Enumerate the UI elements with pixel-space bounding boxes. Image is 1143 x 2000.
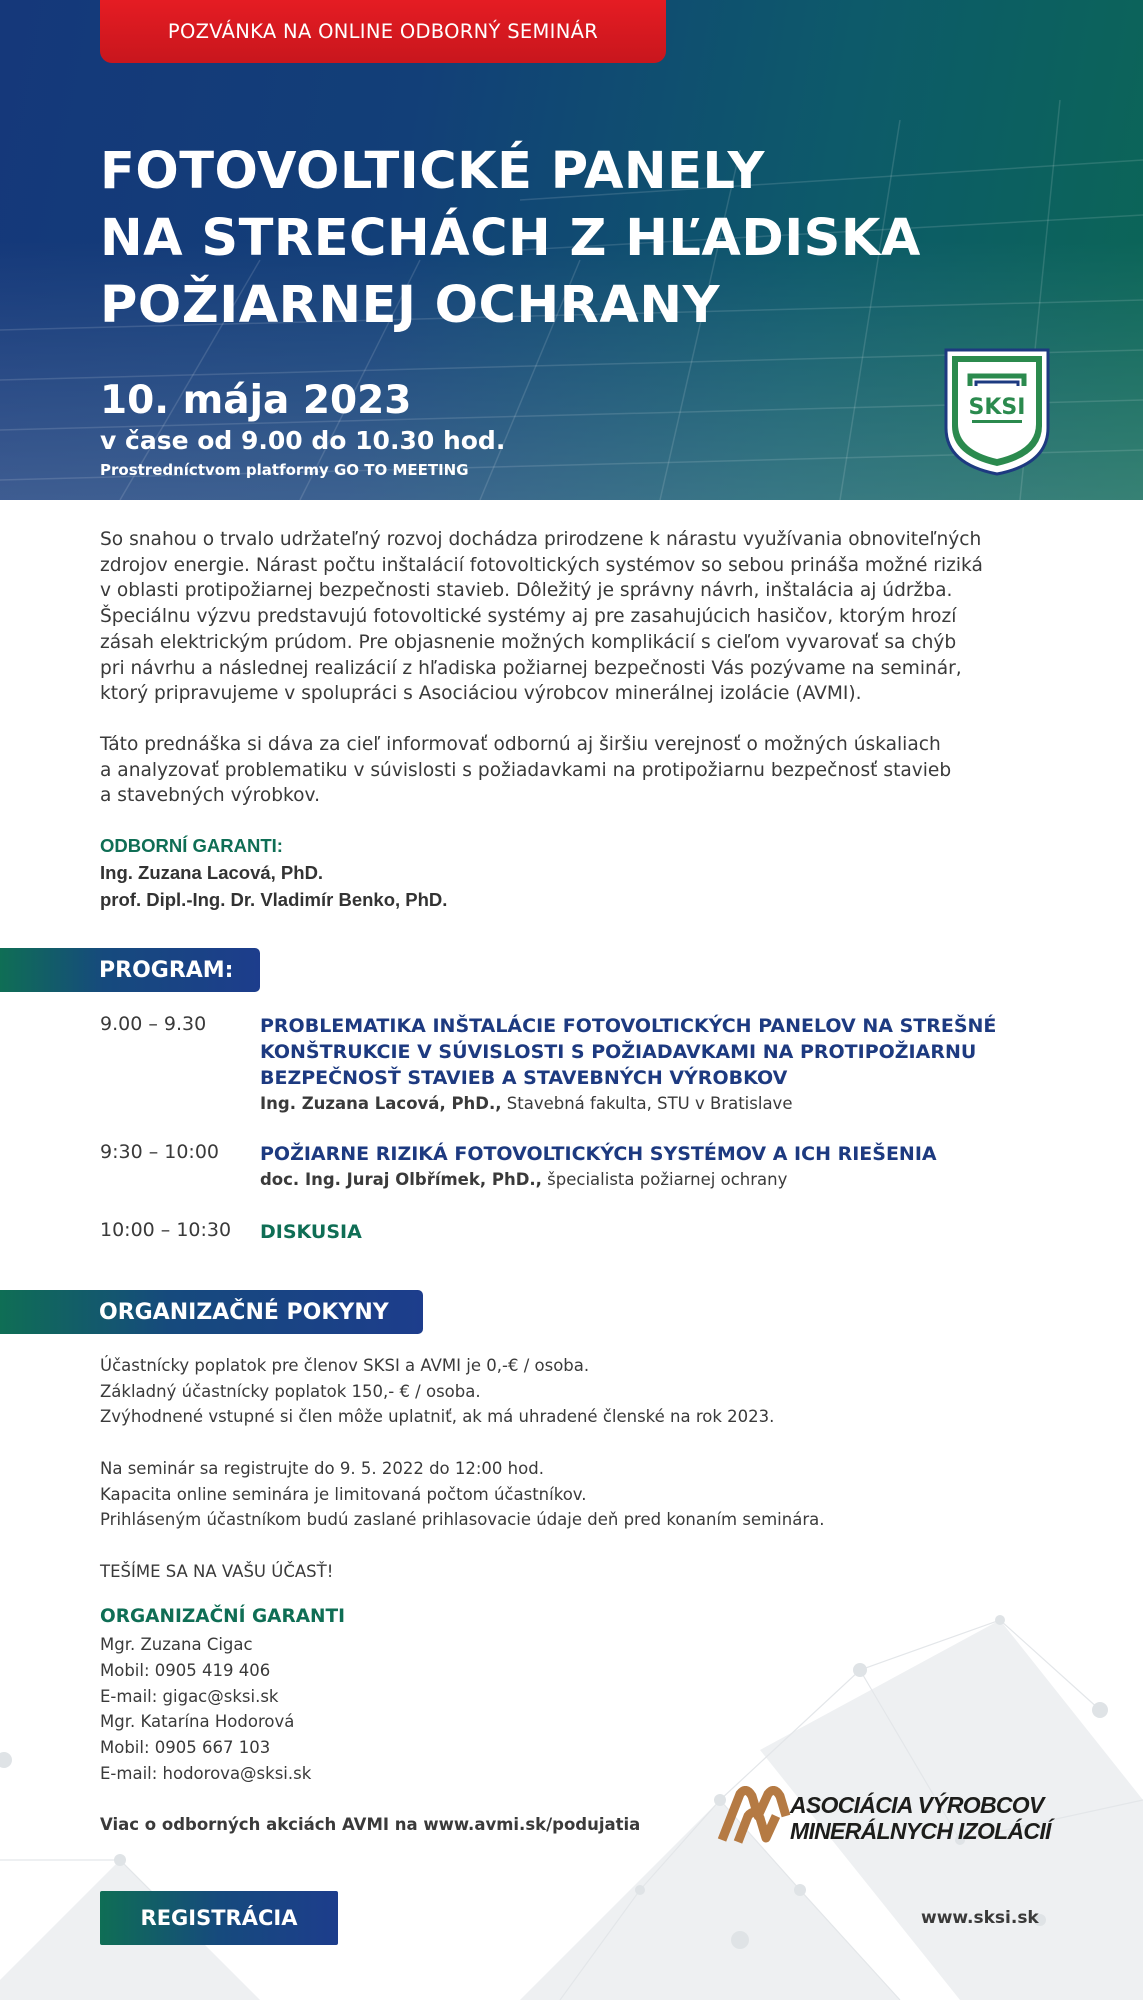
contact-phone: Mobil: 0905 419 406 bbox=[100, 1661, 271, 1680]
intro-paragraph: So snahou o trvalo udržateľný rozvoj dochádza prirodzene k nárastu využívania obnoviteľných zdrojov energie. Nárast počtu inštalácií fotovoltických systémov so sebou prináša možné riziká v oblasti protipožiarnej bezpečnosti stavieb. Dôležitý je správny návrh, inštalácia aj údržba. Špeciálnu výzvu predstavujú fotovoltické systémy aj pre zasahujúcich hasičov, ktorým hrozí zásah elektrickým prúdom. Pre objasnenie možných komplikácií s cieľom vyvarovať sa chýb pri návrhu a následnej realizácií z hľadiska požiarnej bezpečnosti Vás pozývame na seminár, ktorý pripravujeme v spolupráci s Asociáciou výrobcov minerálnej izolácie (AVMI). bbox=[100, 529, 983, 705]
program-speaker bbox=[260, 1092, 1060, 1116]
expert-guarantors bbox=[100, 833, 447, 913]
intro-paragraph: Táto prednáška si dáva za cieľ informovať odbornú aj širšiu verejnosť o možných úskaliach a analyzovať problematiku v súvislosti s požiadavkami na protipožiarnu bezpečnosť stavieb a stavebných výrobkov. bbox=[100, 733, 952, 807]
avmi-logo-line: ASOCIÁCIA VÝROBCOV bbox=[790, 1792, 1044, 1818]
fee-line: Zvýhodnené vstupné si člen môže uplatniť, ak má uhradené členské na rok 2023. bbox=[100, 1407, 775, 1427]
event-title-line: FOTOVOLTICKÉ PANELY bbox=[100, 142, 765, 201]
contacts-block bbox=[100, 1632, 1000, 1786]
event-time: v čase od 9.00 do 10.30 hod. bbox=[100, 426, 506, 455]
event-title bbox=[100, 138, 1000, 339]
program-title: PROBLEMATIKA INŠTALÁCIE FOTOVOLTICKÝCH PANELOV NA STREŠNÉ KONŠTRUKCIE V SÚVISLOSTI S POŽIADAVKAMI NA PROTIPOŽIARNU BEZPEČNOSŤ STAVIEB A STAVEBNÝCH VÝROBKOV bbox=[260, 1015, 997, 1089]
sksi-logo-text: SKSI bbox=[968, 395, 1026, 420]
intro-section bbox=[100, 527, 1050, 809]
contact-email[interactable]: E-mail: hodorova@sksi.sk bbox=[100, 1763, 312, 1783]
hero-banner bbox=[0, 0, 1143, 500]
registration-line: Prihláseným účastníkom budú zaslané prihlasovacie údaje deň pred konaním seminára. bbox=[100, 1510, 825, 1530]
event-title-line: POŽIARNEJ OCHRANY bbox=[100, 276, 721, 335]
fee-line: Základný účastnícky poplatok 150,- € / osoba. bbox=[100, 1381, 481, 1401]
avmi-logo-line: MINERÁLNYCH IZOLÁCIÍ bbox=[790, 1818, 1051, 1844]
more-info-link[interactable]: Viac o odborných akciách AVMI na www.avmi.sk/podujatia bbox=[100, 1815, 641, 1834]
guarantor-name: prof. Dipl.-Ing. Dr. Vladimír Benko, PhD. bbox=[100, 889, 448, 910]
contact-name: Mgr. Katarína Hodorová bbox=[100, 1712, 295, 1732]
contact-phone: Mobil: 0905 667 103 bbox=[100, 1738, 271, 1758]
event-platform: Prostredníctvom platformy GO TO MEETING bbox=[100, 461, 469, 479]
expert-guarantors-heading: ODBORNÍ GARANTI: bbox=[100, 835, 283, 856]
program-heading: PROGRAM: bbox=[0, 948, 260, 992]
speaker-affiliation: špecialista požiarnej ochrany bbox=[541, 1170, 788, 1189]
guarantor-name: Ing. Zuzana Lacová, PhD. bbox=[100, 862, 324, 883]
avmi-logo-text bbox=[790, 1792, 1051, 1844]
registration-button[interactable]: REGISTRÁCIA bbox=[100, 1891, 338, 1945]
event-date: 10. mája 2023 bbox=[100, 378, 412, 423]
contact-name: Mgr. Zuzana Cigac bbox=[100, 1635, 253, 1655]
website-link[interactable]: www.sksi.sk bbox=[921, 1908, 1039, 1928]
organization-details bbox=[100, 1353, 1000, 1787]
program-time: 10:00 – 10:30 bbox=[100, 1219, 232, 1241]
program-speaker bbox=[260, 1168, 1060, 1192]
registration-line: Na seminár sa registrujte do 9. 5. 2022 do 12:00 hod. bbox=[100, 1458, 544, 1478]
speaker-name: doc. Ing. Juraj Olbřímek, PhD., bbox=[260, 1170, 542, 1189]
speaker-affiliation: Stavebná fakulta, STU v Bratislave bbox=[501, 1094, 793, 1113]
organization-heading: ORGANIZAČNÉ POKYNY bbox=[0, 1290, 423, 1334]
sksi-logo bbox=[942, 346, 1052, 476]
organizers-heading: ORGANIZAČNÍ GARANTI bbox=[100, 1606, 346, 1628]
registration-line: Kapacita online seminára je limitovaná počtom účastníkov. bbox=[100, 1484, 587, 1504]
program-title: DISKUSIA bbox=[260, 1221, 362, 1243]
program-title: POŽIARNE RIZIKÁ FOTOVOLTICKÝCH SYSTÉMOV A ICH RIEŠENIA bbox=[260, 1143, 937, 1165]
program-time: 9.00 – 9.30 bbox=[100, 1013, 207, 1035]
fees-block bbox=[100, 1353, 1000, 1430]
speaker-name: Ing. Zuzana Lacová, PhD., bbox=[260, 1094, 502, 1113]
registration-block bbox=[100, 1456, 1000, 1533]
program-time: 9:30 – 10:00 bbox=[100, 1141, 220, 1163]
invitation-badge: POZVÁNKA NA ONLINE ODBORNÝ SEMINÁR bbox=[100, 0, 666, 63]
closing-line: TEŠÍME SA NA VAŠU ÚČASŤ! bbox=[100, 1561, 334, 1581]
fee-line: Účastnícky poplatok pre členov SKSI a AVMI je 0,-€ / osoba. bbox=[100, 1356, 590, 1375]
event-title-line: NA STRECHÁCH Z HĽADISKA bbox=[100, 209, 921, 268]
contact-email[interactable]: E-mail: gigac@sksi.sk bbox=[100, 1686, 279, 1706]
